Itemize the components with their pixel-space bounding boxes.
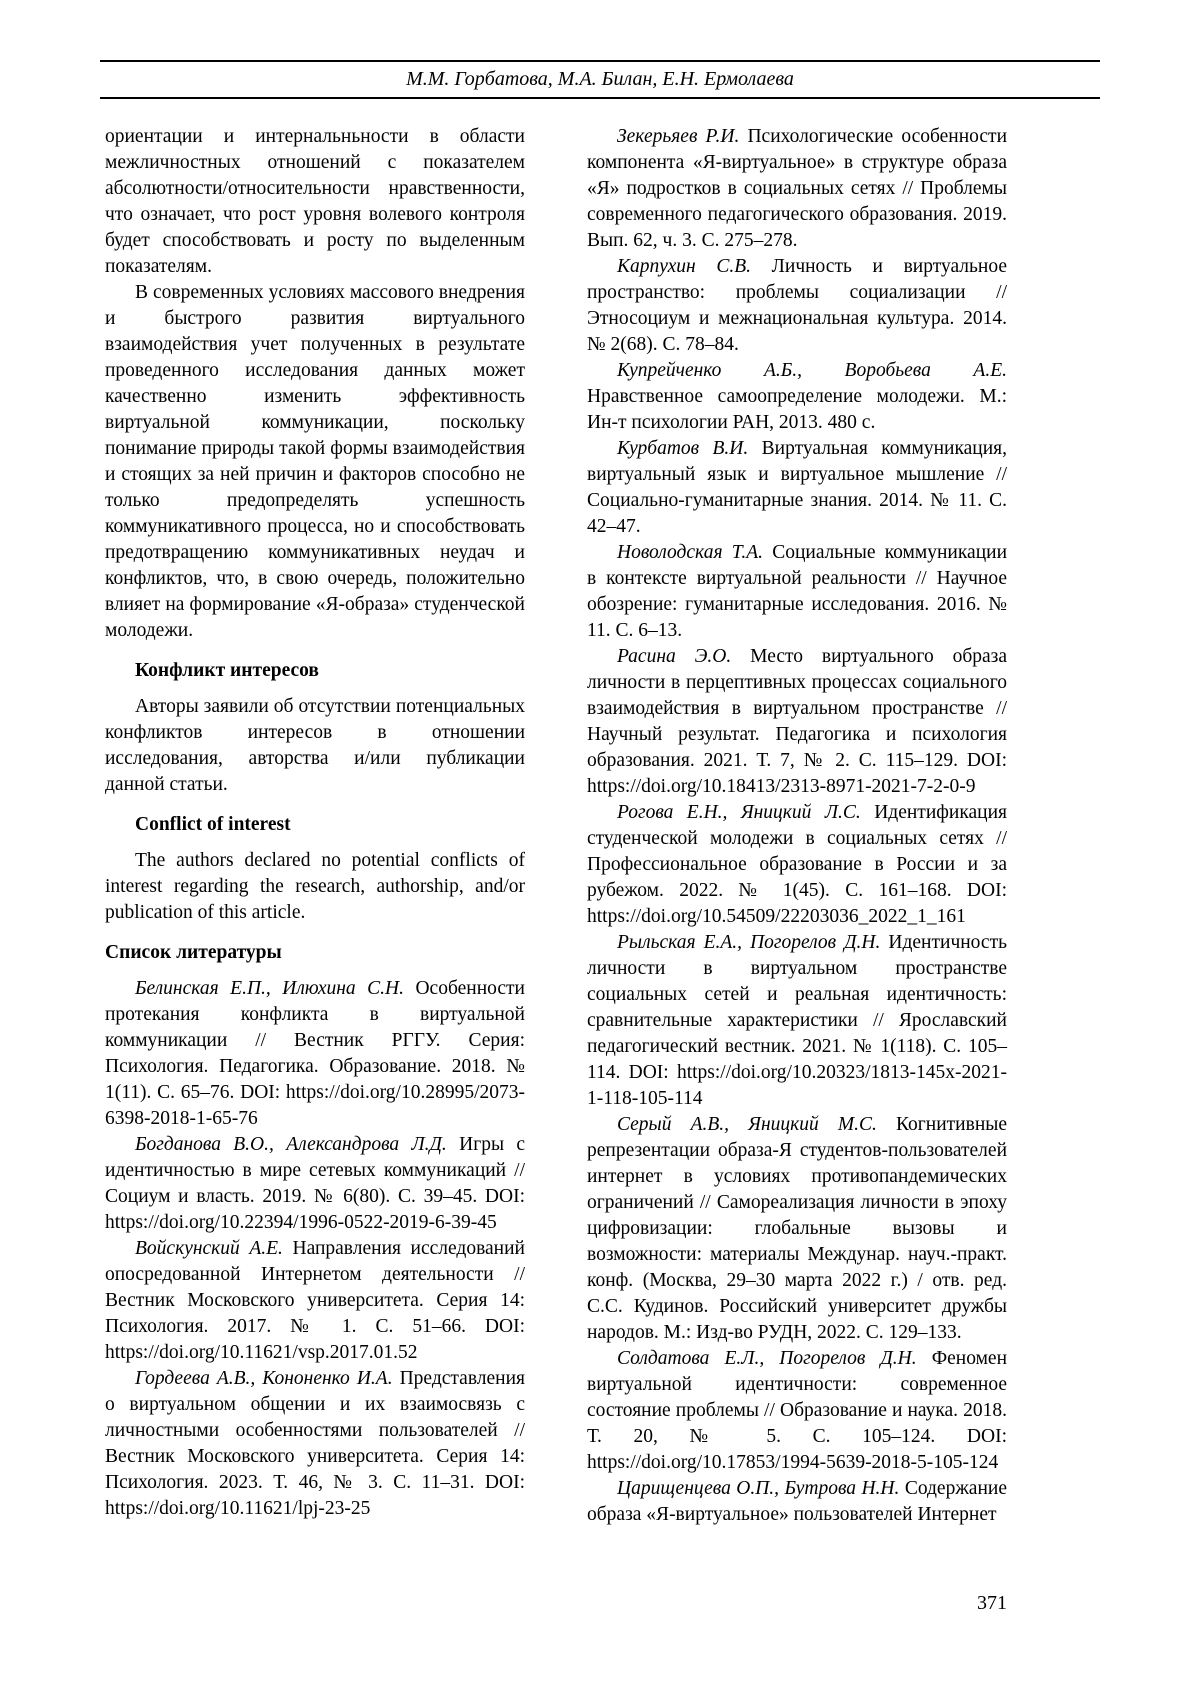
reference-item bbox=[587, 540, 1007, 644]
reference-text: Игры с идентичностью в мире сетевых коммуникаций // Социум и власть. 2019. № 6(80). С. 39–45. DOI: https://doi.org/10.22394/1996-0522-2019-6-39-45 bbox=[105, 1134, 525, 1233]
reference-authors: Белинская Е.П., Илюхина С.Н. bbox=[135, 978, 404, 999]
reference-authors: Рогова Е.Н., Яницкий Л.С. bbox=[617, 802, 861, 823]
reference-authors: Карпухин С.В. bbox=[617, 256, 751, 277]
section-heading-references: Список литературы bbox=[105, 942, 282, 963]
reference-item bbox=[587, 644, 1007, 800]
reference-text: Нравственное самоопределение молодежи. М.: Ин-т психологии РАН, 2013. 480 с. bbox=[587, 386, 1007, 433]
reference-authors: Богданова В.О., Александрова Л.Д. bbox=[135, 1134, 447, 1155]
running-header-authors: М.М. Горбатова, М.А. Билан, Е.Н. Ермолаева bbox=[406, 68, 794, 90]
reference-authors: Войскунский А.Е. bbox=[135, 1238, 283, 1259]
reference-item bbox=[105, 1132, 525, 1236]
paragraph-conclusion: В современных условиях массового внедрения и быстрого развития виртуального взаимодействия учет полученных в результате проведенного исследования данных может качественно изменить эффективность виртуальной коммуникации, поскольку понимание природы такой формы взаимодействия и стоящих за ней причин и факторов способно не только предопределять успешность коммуникативного процесса, но и способствовать предотвращению коммуникативных неудач и конфликтов, что, в свою очередь, положительно влияет на формирование «Я-образа» студенческой молодежи. bbox=[105, 282, 525, 641]
reference-text: Содержание образа «Я-виртуальное» пользователей Интернет bbox=[587, 1478, 1007, 1525]
reference-item bbox=[587, 930, 1007, 1112]
reference-authors: Царищенцева О.П., Бутрова Н.Н. bbox=[617, 1478, 900, 1499]
reference-item bbox=[587, 800, 1007, 930]
reference-authors: Купрейченко А.Б., Воробьева А.Е. bbox=[617, 360, 1007, 381]
reference-item bbox=[105, 1236, 525, 1366]
reference-item bbox=[587, 1346, 1007, 1476]
reference-authors: Зекерьяев Р.И. bbox=[617, 126, 740, 147]
reference-text: Идентификация студенческой молодежи в социальных сетях // Профессиональное образование в России и за рубежом. 2022. № 1(45). С. 161–168. DOI: https://doi.org/10.54509/22203036_2022_1_161 bbox=[587, 802, 1007, 927]
reference-text: Направления исследований опосредованной Интернетом деятельности // Вестник Московского университета. Серия 14: Психология. 2017. № 1. С. 51–66. DOI: https://doi.org/10.11621/vsp.2017.01.52 bbox=[105, 1238, 525, 1363]
paragraph-continuation: ориентации и интернальньности в области межличностных отношений с показателем абсолютности/относительности нравственности, что означает, что рост уровня волевого контроля будет способствовать и росту по выделенным показателям. bbox=[105, 126, 525, 277]
reference-text: Когнитивные репрезентации образа-Я студентов-пользователей интернет в условиях противопандемических ограничений // Самореализация личности в эпоху цифровизации: глобальные вызовы и возможности: материалы Междунар. науч.-практ. конф. (Москва, 29–30 марта 2022 г.) / отв. ред. С.С. Кудинов. Российский университет дружбы народов. М.: Изд-во РУДН, 2022. С. 129–133. bbox=[587, 1114, 1008, 1343]
reference-item bbox=[587, 254, 1007, 358]
running-header bbox=[100, 60, 1100, 99]
reference-item bbox=[105, 976, 525, 1132]
reference-item bbox=[105, 1366, 525, 1522]
reference-authors: Расина Э.О. bbox=[617, 646, 732, 667]
reference-item bbox=[587, 358, 1007, 436]
reference-text: Особенности протекания конфликта в виртуальной коммуникации // Вестник РГГУ. Серия: Психология. Педагогика. Образование. 2018. № 1(11). С. 65–76. DOI: https://doi.org/10.28995/2073-6398-2018-1-65-76 bbox=[105, 978, 525, 1129]
reference-item bbox=[587, 124, 1007, 254]
section-heading-conflict-ru: Конфликт интересов bbox=[135, 660, 319, 681]
right-column bbox=[587, 124, 1007, 1528]
reference-item bbox=[587, 436, 1007, 540]
reference-authors: Гордеева А.В., Кононенко И.А. bbox=[135, 1368, 393, 1389]
reference-text: Идентичность личности в виртуальном пространстве социальных сетей и реальная идентичность: сравнительные характеристики // Ярославский педагогический вестник. 2021. № 1(118). С. 105–114. DOI: https://doi.org/10.20323/1813-145x-2021-1-118-105-114 bbox=[587, 932, 1007, 1109]
reference-item bbox=[587, 1476, 1007, 1528]
left-column bbox=[105, 124, 525, 1528]
article-body bbox=[105, 124, 1007, 1528]
reference-text: Виртуальная коммуникация, виртуальный язык и виртуальное мышление // Социально-гуманитарные знания. 2014. № 11. С. 42–47. bbox=[587, 438, 1007, 537]
paragraph-conflict-ru: Авторы заявили об отсутствии потенциальных конфликтов интересов в отношении исследования, авторства и/или публикации данной статьи. bbox=[105, 696, 525, 795]
section-heading-conflict-en: Conflict of interest bbox=[135, 814, 291, 835]
reference-text: Социальные коммуникации в контексте виртуальной реальности // Научное обозрение: гуманитарные исследования. 2016. № 11. С. 6–13. bbox=[587, 542, 1008, 641]
reference-text: Личность и виртуальное пространство: проблемы социализации // Этносоциум и межнациональная культура. 2014. № 2(68). С. 78–84. bbox=[587, 256, 1008, 355]
reference-text: Феномен виртуальной идентичности: современное состояние проблемы // Образование и наука. 2018. Т. 20, № 5. С. 105–124. DOI: https://doi.org/10.17853/1994-5639-2018-5-105-124 bbox=[587, 1348, 1008, 1473]
reference-authors: Курбатов В.И. bbox=[617, 438, 749, 459]
reference-authors: Солдатова Е.Л., Погорелов Д.Н. bbox=[617, 1348, 917, 1369]
paragraph-conflict-en: The authors declared no potential conflicts of interest regarding the research, authorship, and/or publication of this article. bbox=[105, 850, 525, 923]
reference-authors: Новолодская Т.А. bbox=[617, 542, 763, 563]
reference-authors: Серый А.В., Яницкий М.С. bbox=[617, 1114, 877, 1135]
reference-text: Место виртуального образа личности в перцептивных процессах социального взаимодействия в виртуальном пространстве // Научный результат. Педагогика и психология образования. 2021. Т. 7, № 2. С. 115–129. DOI: https://doi.org/10.18413/2313-8971-2021-7-2-0-9 bbox=[587, 646, 1008, 797]
reference-authors: Рыльская Е.А., Погорелов Д.Н. bbox=[617, 932, 881, 953]
reference-text: Психологические особенности компонента «Я-виртуальное» в структуре образа «Я» подростков в социальных сетях // Проблемы современного педагогического образования. 2019. Вып. 62, ч. 3. С. 275–278. bbox=[587, 126, 1008, 251]
reference-text: Представления о виртуальном общении и их взаимосвязь с личностными особенностями пользователей // Вестник Московского университета. Серия 14: Психология. 2023. Т. 46, № 3. С. 11–31. DOI: https://doi.org/10.11621/lpj-23-25 bbox=[105, 1368, 525, 1519]
page-number: 371 bbox=[977, 1592, 1007, 1614]
reference-item bbox=[587, 1112, 1007, 1346]
